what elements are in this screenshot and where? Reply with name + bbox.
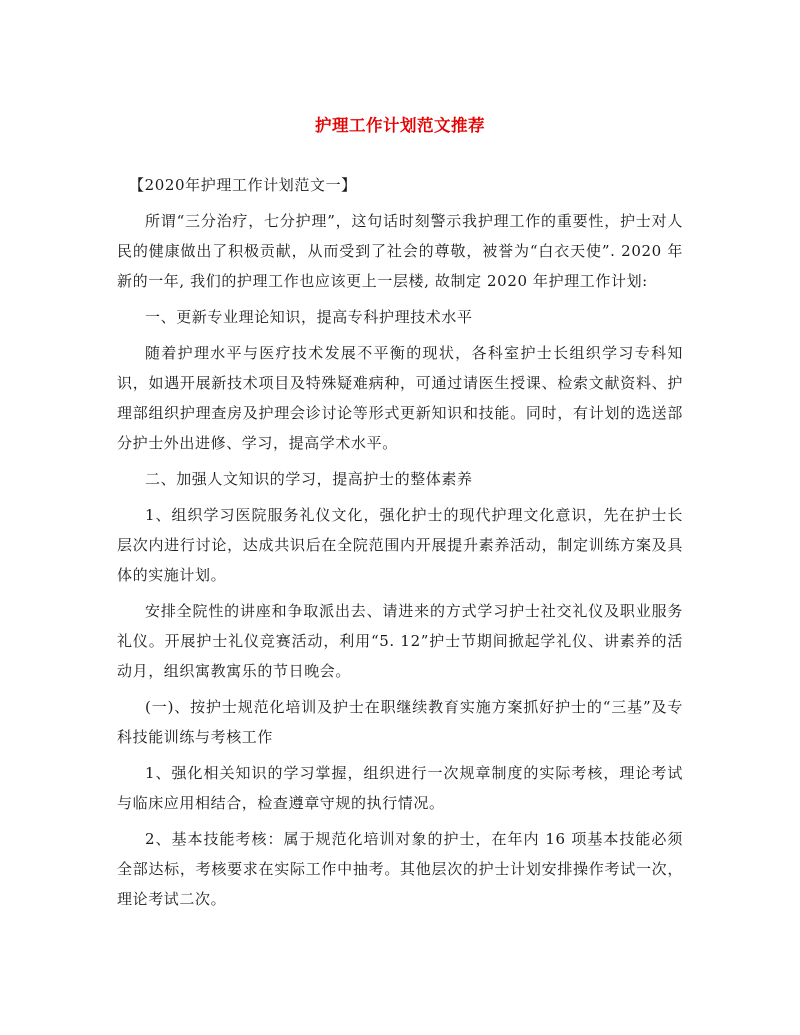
paragraph: 随着护理水平与医疗技术发展不平衡的现状，各科室护士长组织学习专科知识，如遇开展新技术项目及特殊疑难病种，可通过请医生授课、检索文献资料、护理部组织护理查房及护理会诊讨论等形式更新知识和技能。同时，有计划的选送部分护士外出进修、学习，提高学术水平。 [117, 344, 683, 452]
paragraph: 1、强化相关知识的学习掌握，组织进行一次规章制度的实际考核，理论考试与临床应用相结合，检查遵章守规的执行情况。 [117, 764, 683, 812]
paragraph: 安排全院性的讲座和争取派出去、请进来的方式学习护士社交礼仪及职业服务礼仪。开展护士礼仪竞赛活动，利用“5. 12”护士节期间掀起学礼仪、讲素养的活动月，组织寓教寓乐的节日晚会。 [117, 602, 683, 680]
document-body [117, 170, 683, 920]
paragraph: 2、基本技能考核：属于规范化培训对象的护士，在年内 16 项基本技能必须全部达标，考核要求在实际工作中抽考。其他层次的护士计划安排操作考试一次，理论考试二次。 [117, 830, 683, 908]
paragraph: 1、组织学习医院服务礼仪文化，强化护士的现代护理文化意识，先在护士长层次内进行讨论，达成共识后在全院范围内开展提升素养活动，制定训练方案及具体的实施计划。 [117, 506, 683, 584]
section-heading: 二、加强人文知识的学习，提高护士的整体素养 [145, 470, 473, 488]
paragraph: (一)、按护士规范化培训及护士在职继续教育实施方案抓好护士的“三基”及专科技能训练与考核工作 [117, 698, 683, 746]
section-heading: 【2020年护理工作计划范文一】 [129, 176, 357, 194]
document-title: 护理工作计划范文推荐 [315, 116, 485, 135]
paragraph: 所谓“三分治疗，七分护理”，这句话时刻警示我护理工作的重要性，护士对人民的健康做出了积极贡献，从而受到了社会的尊敬，被誉为“白衣天使”. 2020 年新的一年, 我们的护理工作也应该更上一层楼, 故制定 2020 年护理工作计划: [117, 212, 683, 290]
section-heading: 一、更新专业理论知识，提高专科护理技术水平 [145, 308, 473, 326]
